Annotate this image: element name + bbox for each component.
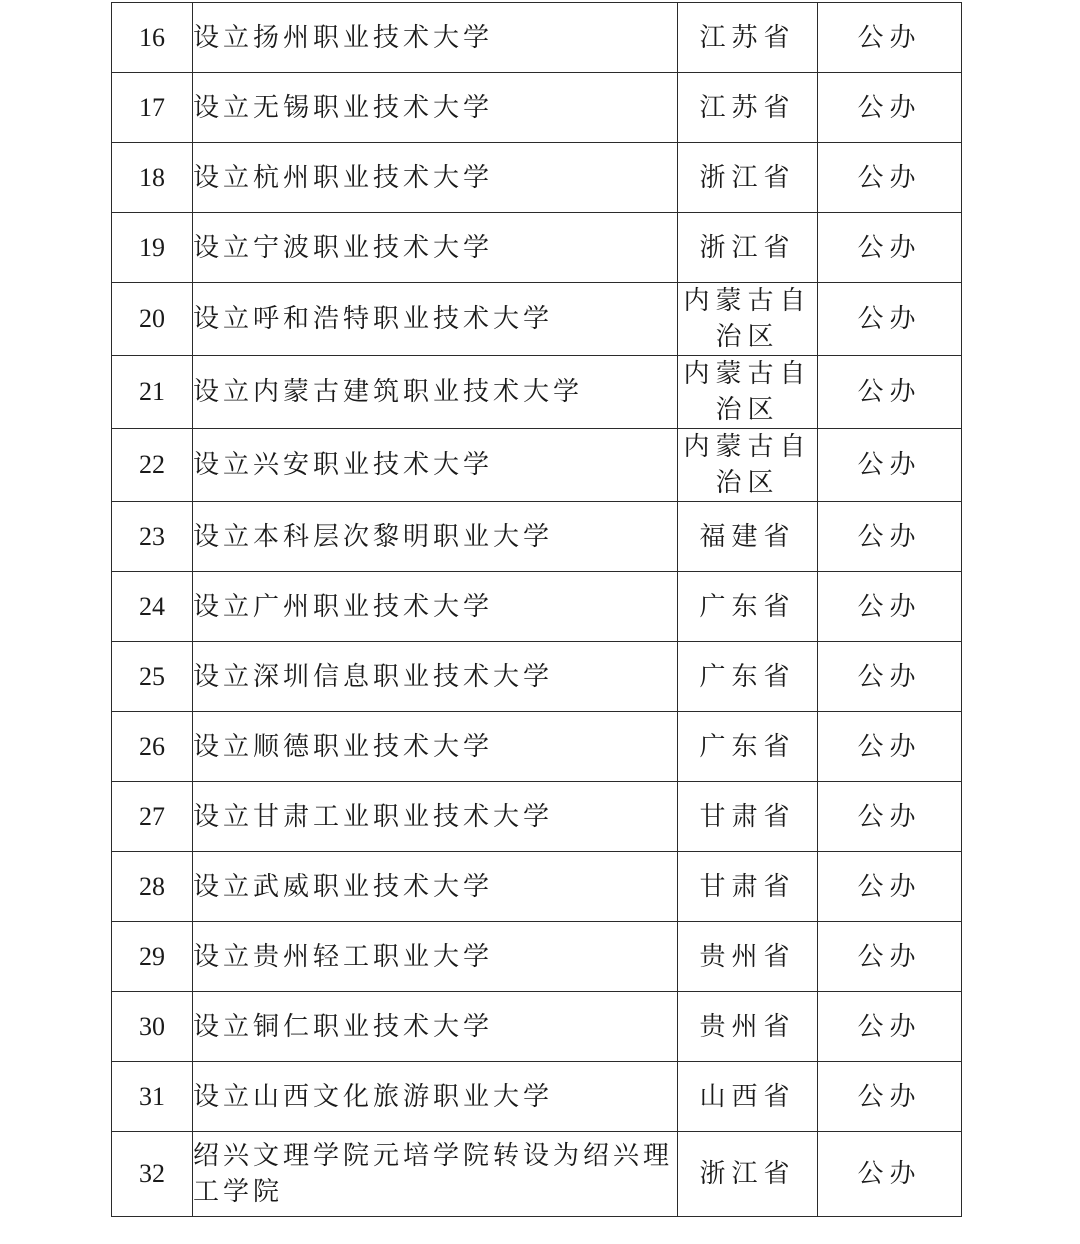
row-type: 公办 <box>818 73 962 143</box>
row-province: 广东省 <box>678 712 818 782</box>
row-type: 公办 <box>818 356 962 429</box>
table-row <box>112 642 962 712</box>
row-number: 22 <box>112 429 193 502</box>
table-row <box>112 356 962 429</box>
row-province: 江苏省 <box>678 73 818 143</box>
row-province: 内蒙古自治区 <box>678 283 818 356</box>
row-name: 设立无锡职业技术大学 <box>193 73 678 143</box>
row-type: 公办 <box>818 992 962 1062</box>
row-province: 内蒙古自治区 <box>678 356 818 429</box>
row-province: 内蒙古自治区 <box>678 429 818 502</box>
row-province: 贵州省 <box>678 992 818 1062</box>
row-name: 设立内蒙古建筑职业技术大学 <box>193 356 678 429</box>
row-province: 广东省 <box>678 572 818 642</box>
row-number: 18 <box>112 143 193 213</box>
row-province: 江苏省 <box>678 3 818 73</box>
row-type: 公办 <box>818 852 962 922</box>
row-number: 24 <box>112 572 193 642</box>
table-row <box>112 429 962 502</box>
table-row <box>112 782 962 852</box>
row-type: 公办 <box>818 283 962 356</box>
row-province: 浙江省 <box>678 213 818 283</box>
table-row <box>112 213 962 283</box>
row-name: 设立山西文化旅游职业大学 <box>193 1062 678 1132</box>
table-row <box>112 852 962 922</box>
row-number: 32 <box>112 1132 193 1217</box>
row-province: 浙江省 <box>678 143 818 213</box>
row-province: 山西省 <box>678 1062 818 1132</box>
row-name: 设立甘肃工业职业技术大学 <box>193 782 678 852</box>
row-name: 设立贵州轻工职业大学 <box>193 922 678 992</box>
row-name: 设立铜仁职业技术大学 <box>193 992 678 1062</box>
row-type: 公办 <box>818 712 962 782</box>
row-name: 设立武威职业技术大学 <box>193 852 678 922</box>
row-number: 26 <box>112 712 193 782</box>
row-number: 17 <box>112 73 193 143</box>
row-number: 21 <box>112 356 193 429</box>
row-name: 设立本科层次黎明职业大学 <box>193 502 678 572</box>
table-row <box>112 73 962 143</box>
row-number: 16 <box>112 3 193 73</box>
table-row <box>112 283 962 356</box>
table-row <box>112 502 962 572</box>
row-number: 19 <box>112 213 193 283</box>
row-name: 设立宁波职业技术大学 <box>193 213 678 283</box>
row-type: 公办 <box>818 642 962 712</box>
row-number: 28 <box>112 852 193 922</box>
row-number: 31 <box>112 1062 193 1132</box>
row-province: 贵州省 <box>678 922 818 992</box>
row-name: 绍兴文理学院元培学院转设为绍兴理工学院 <box>193 1132 678 1217</box>
table-row <box>112 922 962 992</box>
row-number: 30 <box>112 992 193 1062</box>
table-row <box>112 572 962 642</box>
row-number: 25 <box>112 642 193 712</box>
row-type: 公办 <box>818 143 962 213</box>
row-province: 广东省 <box>678 642 818 712</box>
table-row <box>112 712 962 782</box>
row-name: 设立兴安职业技术大学 <box>193 429 678 502</box>
row-type: 公办 <box>818 1062 962 1132</box>
row-province: 福建省 <box>678 502 818 572</box>
row-number: 29 <box>112 922 193 992</box>
row-number: 23 <box>112 502 193 572</box>
row-type: 公办 <box>818 429 962 502</box>
row-type: 公办 <box>818 3 962 73</box>
row-type: 公办 <box>818 572 962 642</box>
row-province: 浙江省 <box>678 1132 818 1217</box>
row-name: 设立呼和浩特职业技术大学 <box>193 283 678 356</box>
row-name: 设立广州职业技术大学 <box>193 572 678 642</box>
table-row <box>112 143 962 213</box>
row-province: 甘肃省 <box>678 782 818 852</box>
university-list-table <box>111 2 962 1217</box>
row-number: 20 <box>112 283 193 356</box>
row-type: 公办 <box>818 782 962 852</box>
row-type: 公办 <box>818 1132 962 1217</box>
row-name: 设立扬州职业技术大学 <box>193 3 678 73</box>
table-row <box>112 3 962 73</box>
row-name: 设立深圳信息职业技术大学 <box>193 642 678 712</box>
table-body <box>112 3 962 1217</box>
row-type: 公办 <box>818 502 962 572</box>
row-type: 公办 <box>818 213 962 283</box>
row-name: 设立杭州职业技术大学 <box>193 143 678 213</box>
table-row <box>112 1062 962 1132</box>
row-name: 设立顺德职业技术大学 <box>193 712 678 782</box>
row-type: 公办 <box>818 922 962 992</box>
row-number: 27 <box>112 782 193 852</box>
table-row <box>112 992 962 1062</box>
table-row <box>112 1132 962 1217</box>
row-province: 甘肃省 <box>678 852 818 922</box>
